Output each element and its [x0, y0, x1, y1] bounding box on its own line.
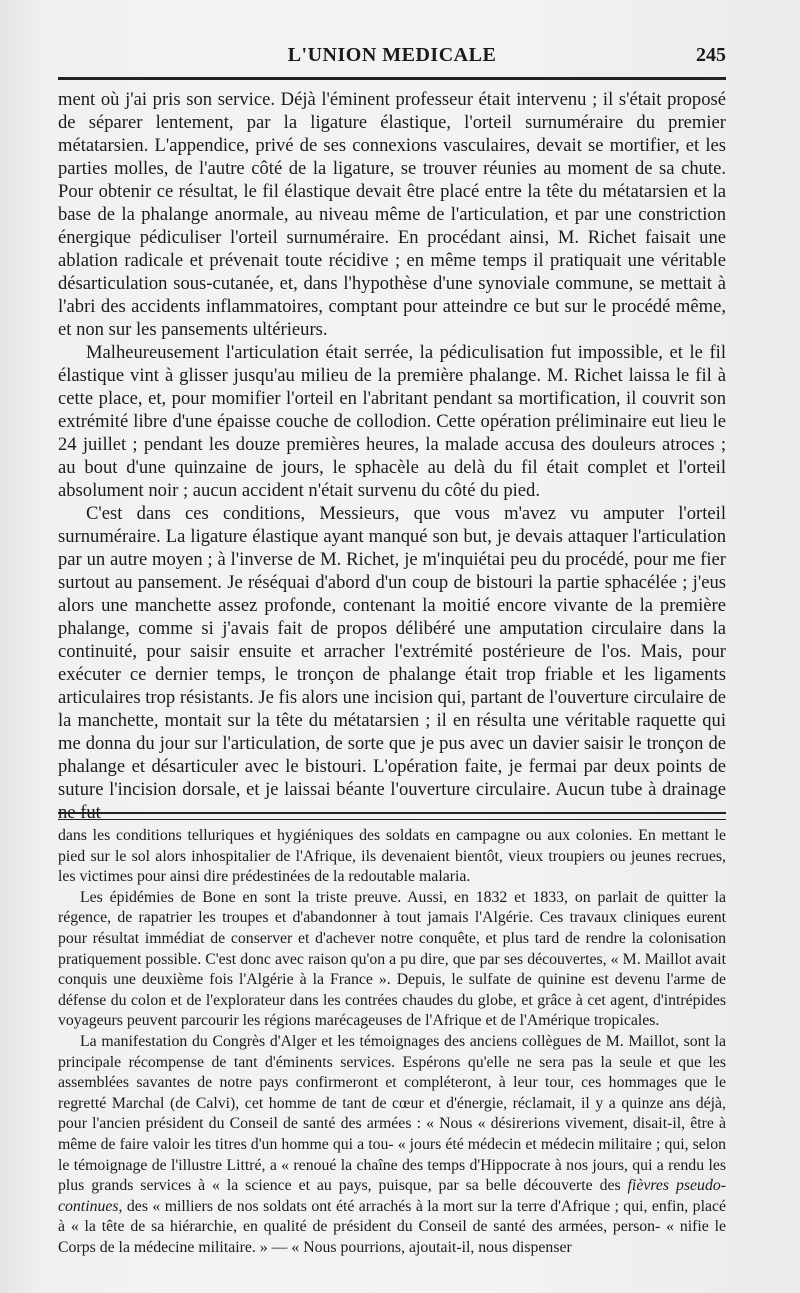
- footnote-paragraph: dans les conditions telluriques et hygiéniques des soldats en campagne ou aux colonies. En mettant le pied sur le sol alors inhospitalier de l'Afrique, ils devenaient bientôt, vieux troupiers ou jeunes recrues, les victimes pour ainsi dire prédestinées de la redoutable malaria.: [58, 827, 726, 886]
- running-title: L'UNION MEDICALE: [287, 44, 497, 66]
- footnote-text-run: La manifestation du Congrès d'Alger et les témoignages des anciens collègues de M. Maillot, sont la principale récompense de tant d'éminents services. Espérons qu'elle ne sera pas la seule et que les assemblées savantes de notre pays confirmeront et compléteront, à leur tour, ces hommages que le regretté Marchal (de Calvi), cet homme de tant de cœur et d'énergie, réclamait, il y a quinze ans déjà, pour l'ancien président du Conseil de santé des armées : « Nous « désirerions vivement, disait-il, être à même de faire valoir les titres d'un homme qui a tou- « jours été médecin et médecin militaire ; qui, selon le témoignage de l'illustre Littré, a « renoué la chaîne des temps d'Hippocrate à nos jours, qui a rendu les plus grands services à « la science et au pays, puisque, par sa belle découverte des: [58, 1032, 726, 1195]
- footnote-separator: [58, 812, 726, 820]
- footnote: [58, 826, 726, 1258]
- footnote-paragraph: Les épidémies de Bone en sont la triste preuve. Aussi, en 1832 et 1833, on parlait de quitter la régence, de rapatrier les troupes et d'abandonner à tout jamais l'Algérie. Ces travaux cliniques eurent pour résultat immédiat de conserver et d'achever notre conquête, et plus tard de rendre la colonisation pratiquement possible. C'est donc avec raison qu'on a pu dire, que par ses découvertes, « M. Maillot avait conquis une deuxième fois l'Algérie à la France ». Depuis, le sulfate de quinine est devenu l'arme de défense du colon et de l'explorateur dans les contrées chaudes du globe, et grâce à cet agent, d'intrépides voyageurs peuvent parcourir les régions marécageuses de l'Afrique et de l'Amérique tropicales.: [58, 888, 726, 1030]
- header-rule: [58, 77, 726, 80]
- page-header: [58, 44, 726, 70]
- body-paragraph: ment où j'ai pris son service. Déjà l'éminent professeur était intervenu ; il s'était proposé de séparer lentement, par la ligature élastique, l'orteil surnuméraire du premier métatarsien. L'appendice, privé de ses connexions vasculaires, devait se mortifier, et les parties molles, de l'autre côté de la ligature, se trouver réunies au moment de sa chute. Pour obtenir ce résultat, le fil élastique devait être placé entre la tête du métatarsien et la base de la phalange anormale, au niveau même de l'articulation, et par une constriction énergique pédiculiser l'orteil surnuméraire. En procédant ainsi, M. Richet faisait une ablation radicale et prévenait toute récidive ; en même temps il pratiquait une véritable désarticulation sous-cutanée, et, dans l'hypothèse d'une synoviale commune, se mettait à l'abri des accidents inflammatoires, comptant pour atteindre ce but sur le procédé même, et non sur les pansements ultérieurs.: [58, 89, 726, 340]
- page-number: 245: [696, 44, 726, 66]
- main-text: [58, 88, 726, 824]
- footnote-italic-term: fièvres pseudo-continues: [58, 1177, 727, 1215]
- footnote-text-run: , des « milliers de nos soldats ont été arrachés à la mort sur la terre d'Afrique ; qui, enfin, placé à « la tête de sa hiérarchie, en qualité de président du Conseil de santé des armées, person- « nifie le Corps de la médecine militaire. » — « Nous pourrions, ajoutait-il, nous dispenser: [58, 1197, 726, 1256]
- body-paragraph: C'est dans ces conditions, Messieurs, que vous m'avez vu amputer l'orteil surnuméraire. La ligature élastique ayant manqué son but, je devais attaquer l'articulation par un autre moyen ; à l'inverse de M. Richet, je m'inquiétai peu du procédé, pour me fier surtout au pansement. Je réséquai d'abord d'un coup de bistouri la partie sphacélée ; j'eus alors une manchette assez profonde, contenant la moitié encore vivante de la première phalange, comme si j'avais fait de propos délibéré une amputation circulaire dans la continuité, pour saisir ensuite et arracher l'extrémité postérieure de l'os. Mais, pour exécuter ce dernier temps, le tronçon de phalange était trop friable et les ligaments articulaires trop résistants. Je fis alors une incision qui, partant de l'ouverture circulaire de la manchette, montait sur la tête du métatarsien ; il en résulta une véritable raquette qui me donna du jour sur l'articulation, de sorte que je pus avec un davier saisir le tronçon de phalange et désarticuler avec le bistouri. L'opération faite, je fermai par deux points de suture l'incision dorsale, et je laissai béante l'ouverture circulaire. Aucun tube à drainage ne fut: [58, 503, 726, 823]
- body-paragraph: Malheureusement l'articulation était serrée, la pédiculisation fut impossible, et le fil élastique vint à glisser jusqu'au milieu de la première phalange. M. Richet laissa le fil à cette place, et, pour momifier l'orteil en l'abritant pendant sa mortification, il couvrit son extrémité libre d'une épaisse couche de collodion. Cette opération préliminaire eut lieu le 24 juillet ; pendant les douze premières heures, la malade accusa des douleurs atroces ; au bout d'une quinzaine de jours, le sphacèle au delà du fil était complet et l'orteil absolument noir ; aucun accident n'était survenu du côté du pied.: [58, 342, 726, 501]
- footnote-paragraph: [58, 1032, 726, 1259]
